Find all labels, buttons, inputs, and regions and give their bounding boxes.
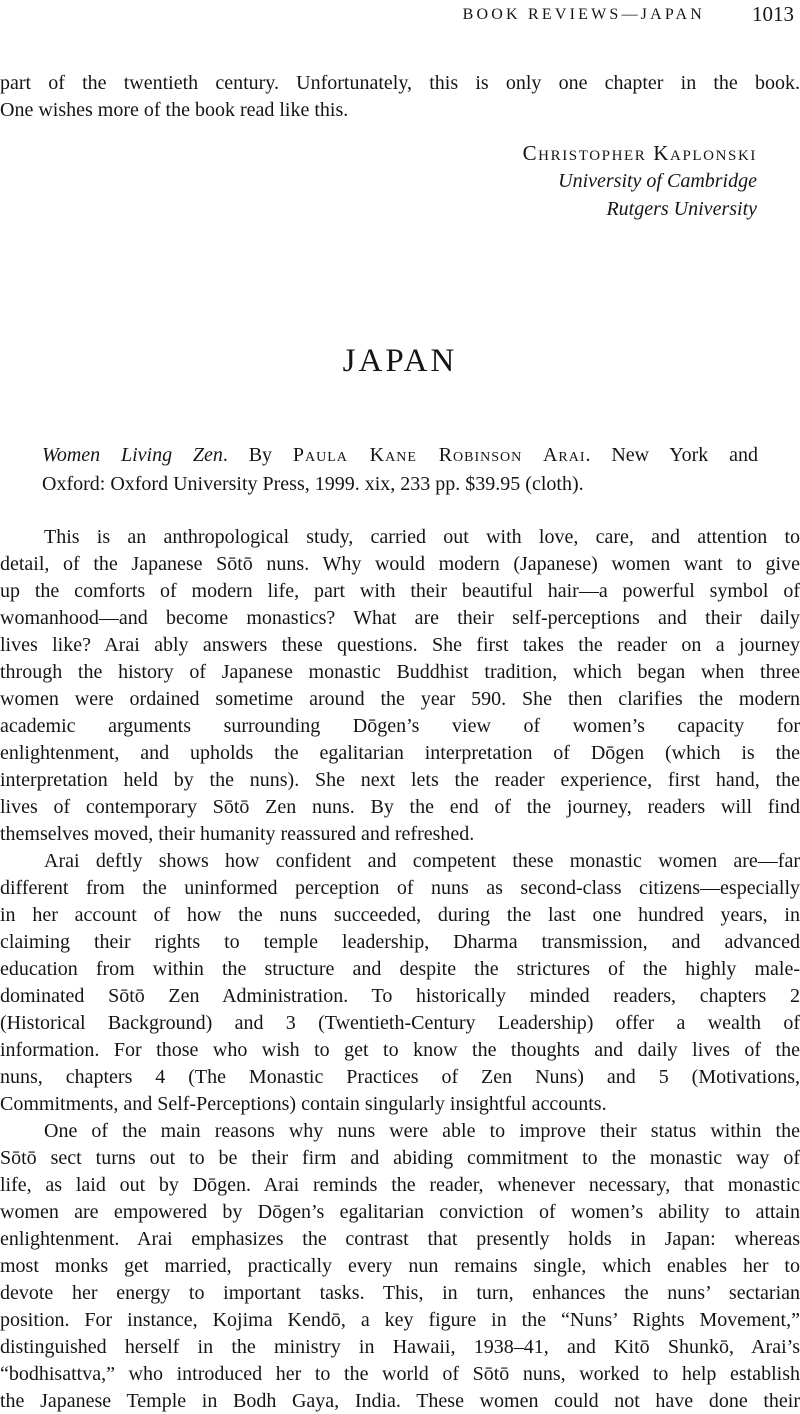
text-line: “bodhisattva,” who introduced her to the world of Sōtō nuns, worked to help establish [0,1363,800,1385]
text-line: dominated Sōtō Zen Administration. To historically minded readers, chapters 2 [0,985,800,1007]
text-line: Arai deftly shows how confident and competent these monastic women are—far [44,850,800,872]
text-line: life, as laid out by Dōgen. Arai reminds the reader, whenever necessary, that monastic [0,1174,800,1196]
section-heading: JAPAN [342,343,458,379]
reviewer-name: Christopher Kaplonski [522,141,757,165]
text-line: One of the main reasons why nuns were able to improve their status within the [44,1120,800,1142]
text-line: academic arguments surrounding Dōgen’s view of women’s capacity for [0,715,800,737]
review-paragraph [0,848,800,1118]
text-line: themselves moved, their humanity reassured and refreshed. [0,823,475,845]
text-line: education from within the structure and despite the strictures of the highly male- [0,958,800,980]
carryover-paragraph [0,70,800,124]
text-line: position. For instance, Kojima Kendō, a key figure in the “Nuns’ Rights Movement,” [0,1309,800,1331]
book-citation [42,441,758,499]
running-head-title: BOOK REVIEWS—JAPAN [462,6,705,23]
reviewer-signature [0,139,800,223]
text-line: devote her energy to important tasks. This, in turn, enhances the nuns’ sectarian [0,1282,800,1304]
text-line: women are empowered by Dōgen’s egalitarian conviction of women’s ability to attain [0,1201,800,1223]
text-line: This is an anthropological study, carried out with love, care, and attention to [44,526,800,548]
text-line: Commitments, and Self-Perceptions) contain singularly insightful accounts. [0,1093,607,1115]
text-line: in her account of how the nuns succeeded, during the last one hundred years, in [0,904,800,926]
text-line: interpretation held by the nuns). She next lets the reader experience, first hand, the [0,769,800,791]
text-line: Oxford: Oxford University Press, 1999. xix, 233 pp. $39.95 (cloth). [42,473,584,495]
text-line: nuns, chapters 4 (The Monastic Practices of Zen Nuns) and 5 (Motivations, [0,1066,800,1088]
text-line: up the comforts of modern life, part with their beautiful hair—a powerful symbol of [0,580,800,602]
text-line: Women Living Zen. By Paula Kane Robinson Arai. New York and [42,444,758,466]
text-line: distinguished herself in the ministry in Hawaii, 1938–41, and Kitō Shunkō, Arai’s [0,1336,800,1358]
text-line: lives of contemporary Sōtō Zen nuns. By the end of the journey, readers will find [0,796,800,818]
text-line: through the history of Japanese monastic Buddhist tradition, which began when three [0,661,800,683]
text-line: One wishes more of the book read like this. [0,99,349,121]
review-paragraph [0,524,800,848]
reviewer-affiliation-2: Rutgers University [606,198,757,220]
text-line: information. For those who wish to get to know the thoughts and daily lives of the [0,1039,800,1061]
review-body [0,524,800,1414]
text-line: claiming their rights to temple leadership, Dharma transmission, and advanced [0,931,800,953]
text-line: different from the uninformed perception of nuns as second-class citizens—especially [0,877,800,899]
text-line: enlightenment. Arai emphasizes the contrast that presently holds in Japan: whereas [0,1228,800,1250]
page-number: 1013 [752,2,794,26]
reviewer-affiliation-1: University of Cambridge [558,170,757,192]
text-line: (Historical Background) and 3 (Twentieth-Century Leadership) offer a wealth of [0,1012,800,1034]
text-line: women were ordained sometime around the year 590. She then clarifies the modern [0,688,800,710]
text-line: Sōtō sect turns out to be their firm and abiding commitment to the monastic way of [0,1147,800,1169]
text-line: most monks get married, practically every nun remains single, which enables her to [0,1255,800,1277]
text-line: womanhood—and become monastics? What are their self-perceptions and their daily [0,607,800,629]
text-line: part of the twentieth century. Unfortunately, this is only one chapter in the book. [0,72,800,94]
text-line: enlightenment, and upholds the egalitarian interpretation of Dōgen (which is the [0,742,800,764]
review-paragraph [0,1118,800,1414]
text-line: lives like? Arai ably answers these questions. She first takes the reader on a journey [0,634,800,656]
text-line: detail, of the Japanese Sōtō nuns. Why would modern (Japanese) women want to give [0,553,800,575]
text-line: the Japanese Temple in Bodh Gaya, India. These women could not have done their [0,1390,800,1412]
running-head [0,2,800,28]
